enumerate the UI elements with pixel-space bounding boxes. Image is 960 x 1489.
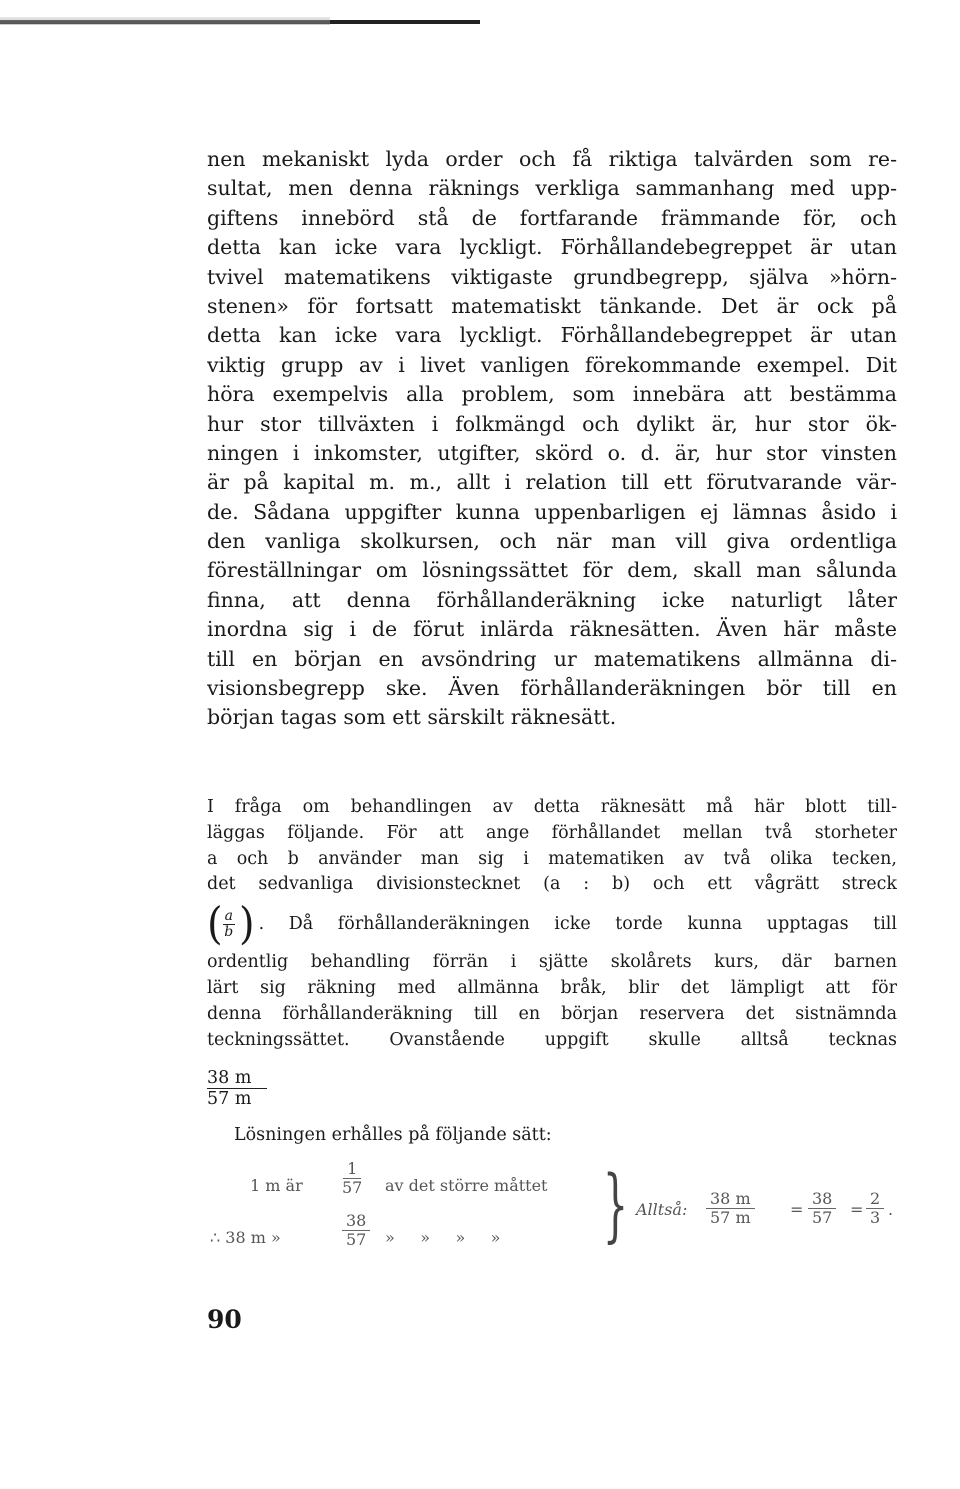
f3-den: 3 [870, 1208, 881, 1227]
result-fraction-3 [866, 1190, 884, 1227]
text-line: till en början en avsöndring ur matematikens allmänna di- [207, 646, 897, 671]
text-line: inordna sig i de förut inlärda räknesätten. Även här måste [207, 617, 897, 642]
page-number: 90 [207, 1305, 242, 1334]
note-line: denna förhållanderäkning till en början reservera det sistnämnda [207, 1003, 897, 1024]
text-line: ningen i inkomster, utgifter, skörd o. d. är, hur stor vinsten [207, 440, 897, 465]
text-line: detta kan icke vara lyckligt. Förhållandebegreppet är utan [207, 323, 897, 348]
row1-left: 1 m är [250, 1176, 303, 1195]
text-line: tvivel matematikens viktigaste grundbegrepp, själva »hörn- [207, 264, 897, 289]
text-line: de. Sådana uppgifter kunna uppenbarligen ej lämnas åsido i [207, 499, 897, 524]
text-line: början tagas som ett särskilt räknesätt. [207, 705, 617, 730]
top-rule [0, 20, 480, 24]
text-line: sultat, men denna räknings verkliga sammanhang med upp- [207, 176, 897, 201]
stacked-denominator: 57 m [207, 1089, 252, 1109]
note-line: lärt sig räkning med allmänna bråk, blir det lämpligt att för [207, 977, 897, 998]
solution-intro: Lösningen erhålles på följande sätt: [234, 1125, 552, 1145]
f1-num: 38 m [706, 1190, 755, 1209]
fraction-numerator: a [224, 907, 233, 924]
fraction-line [207, 898, 897, 950]
note-text [207, 795, 897, 1053]
f1-den: 57 m [710, 1208, 751, 1227]
note-line: läggas följande. För att ange förhållandet mellan två storheter [207, 822, 897, 843]
equals-sign: = [850, 1200, 864, 1219]
paren-close: ) [238, 898, 255, 950]
right-brace: } [602, 1158, 629, 1251]
stacked-fraction [207, 1068, 267, 1109]
text-line: hur stor tillväxten i folkmängd och dylikt är, hur stor ök- [207, 411, 897, 436]
result-fraction-2 [808, 1190, 836, 1227]
text-line: viktig grupp av i livet vanligen förekommande exempel. Dit [207, 352, 897, 377]
row1-right: av det större måttet [385, 1176, 548, 1195]
row1-fraction [342, 1160, 362, 1197]
text-line: nen mekaniskt lyda order och få riktiga talvärden som re- [207, 147, 897, 171]
f3-num: 2 [866, 1190, 884, 1209]
text-line: giftens innebörd stå de fortfarande främmande för, och [207, 205, 897, 230]
row2-left: ∴ 38 m » [210, 1228, 281, 1247]
solution [0, 1160, 960, 1280]
note-line: a och b använder man sig i matematiken av två olika tecken, [207, 848, 897, 869]
note-line: I fråga om behandlingen av detta räknesätt må här blott till- [207, 797, 897, 817]
stacked-numerator: 38 m [207, 1068, 252, 1088]
row2-num: 38 [342, 1212, 370, 1231]
text-line: stenen» för fortsatt matematiskt tänkande. Det är ock på [207, 293, 897, 318]
row1-num: 1 [343, 1160, 361, 1179]
text-line: föreställningar om lösningssättet för dem, skall man sålunda [207, 558, 897, 583]
note-line: . Då förhållanderäkningen icke torde kunna upptagas till [258, 914, 897, 935]
result-fraction-1 [706, 1190, 755, 1227]
paren-open: ( [207, 898, 223, 950]
note-line: teckningssättet. Ovanstående uppgift skulle alltså tecknas [207, 1029, 897, 1050]
note-line: det sedvanliga divisionstecknet (a : b) och ett vågrätt streck [207, 874, 897, 895]
f2-den: 57 [812, 1208, 833, 1227]
text-line: detta kan icke vara lyckligt. Förhållandebegreppet är utan [207, 235, 897, 260]
row1-den: 57 [342, 1178, 363, 1197]
row2-den: 57 [346, 1230, 367, 1249]
fraction-denominator: b [224, 923, 234, 940]
text-line: finna, att denna förhållanderäkning icke naturligt låter [207, 587, 897, 612]
row2-right: » » » » [385, 1228, 501, 1247]
note-line: ordentlig behandling förrän i sjätte skolårets kurs, där barnen [207, 952, 897, 973]
text-line: visionsbegrepp ske. Även förhållanderäkningen bör till en [207, 676, 897, 701]
row2-fraction [342, 1212, 370, 1249]
inline-fraction [223, 909, 235, 940]
period: . [888, 1200, 894, 1219]
f2-num: 38 [808, 1190, 836, 1209]
main-text [207, 145, 897, 733]
equals-sign: = [790, 1200, 804, 1219]
text-line: höra exempelvis alla problem, som innebära att bestämma [207, 382, 897, 407]
text-line: den vanliga skolkursen, och när man vill giva ordentliga [207, 529, 897, 554]
alltsa-label: Alltså: [636, 1200, 688, 1219]
text-line: är på kapital m. m., allt i relation till ett förutvarande vär- [207, 470, 897, 495]
